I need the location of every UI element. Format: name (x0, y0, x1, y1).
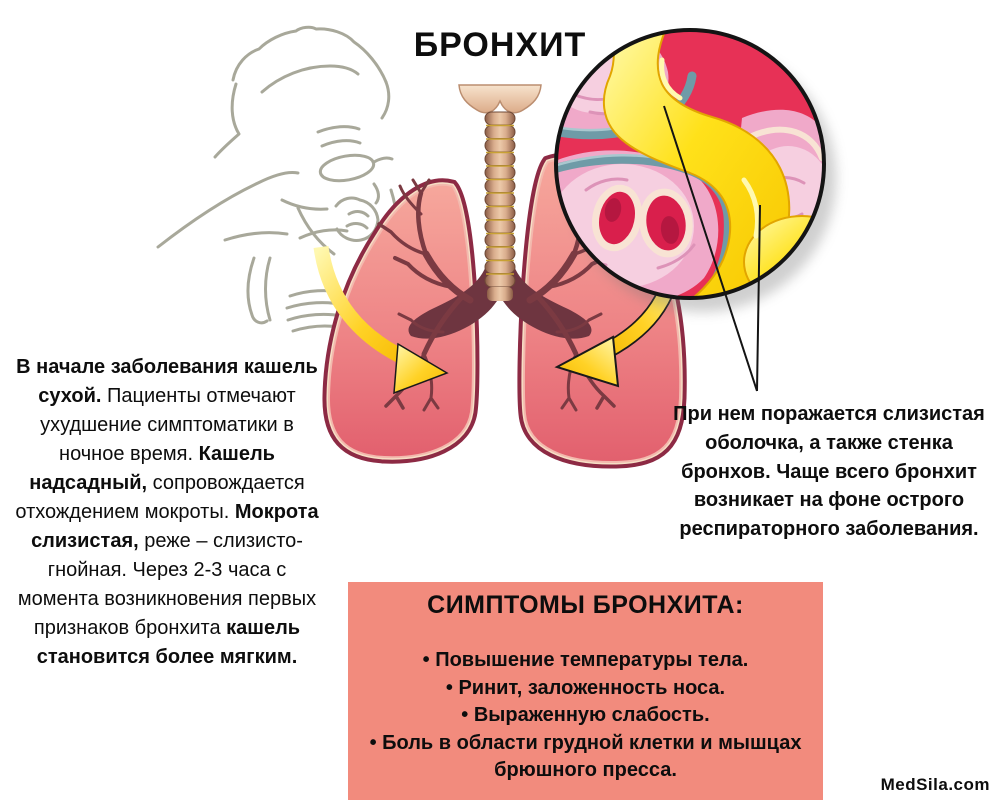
symptom-item: • Повышение температуры тела. (422, 649, 749, 671)
left-description-segment: Кашель надсадный, (29, 443, 275, 494)
symptoms-heading: СИМПТОМЫ БРОНХИТА: (427, 591, 744, 619)
left-description-segment: реже – слизисто-гнойная. Через 2-3 часа с момента возникновения первых признаков бронхита (17, 530, 317, 639)
page-title: БРОНХИТ (413, 26, 587, 64)
left-description-segment: Мокрота слизистая, (31, 501, 319, 552)
left-description (8, 353, 326, 672)
symptom-item: • Ринит, заложенность носа. (445, 676, 726, 699)
right-description: При нем поражается слизистая оболочка, а также стенка бронхов. Чаще всего бронхит возникает на фоне острого респираторного заболевания. (673, 403, 985, 541)
left-description-segment: Пациенты отмечают ухудшение симптоматики в ночное время. (40, 385, 296, 465)
symptoms-list (348, 647, 823, 785)
left-description-segment: В начале заболевания кашель сухой. (16, 356, 318, 407)
symptoms-box (348, 582, 823, 800)
watermark: MedSila.com (880, 775, 990, 794)
left-description-segment: сопровождается отхождением мокроты. (15, 472, 305, 523)
larynx (459, 85, 541, 113)
left-description-segment: кашель становится более мягким. (36, 617, 301, 668)
symptom-item: • Выраженную слабость. (461, 704, 710, 727)
symptom-item: • Боль в области грудной клетки и мышцах брюшного пресса. (369, 731, 802, 782)
